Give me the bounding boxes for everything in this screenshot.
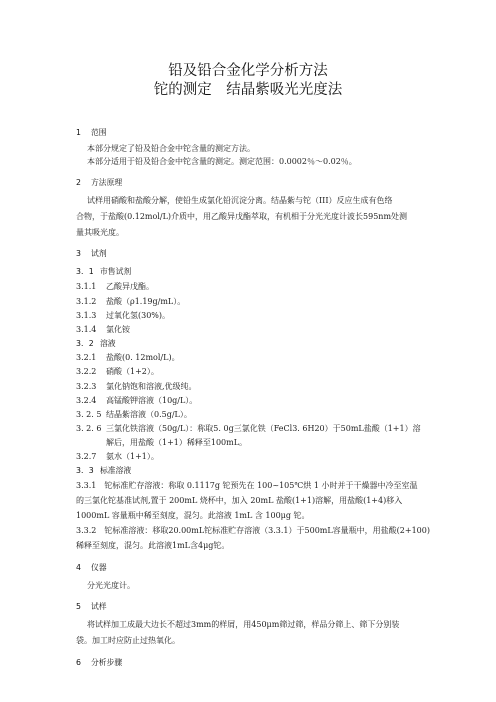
subsection-title: 溶液 bbox=[100, 339, 116, 348]
paragraph-line: 稀释至刻度，混匀。此溶液1mL含4μg铊。 bbox=[76, 541, 230, 550]
paragraph-line: 3.3.1 铊标准贮存溶液：称取 0.1117g 铊预先在 100~105℃烘 1 小时并于干燥器中冷至室温 bbox=[76, 481, 418, 490]
subsection-3-3-heading bbox=[76, 465, 131, 476]
section-6-heading bbox=[76, 657, 122, 668]
item-number: 3. 2. 5 bbox=[76, 410, 102, 419]
paragraph-line: 合物，于盐酸(0.12mol/L)介质中，用乙酸异戊酯萃取，有机相于分光光度计波长595nm处测 bbox=[76, 212, 408, 221]
item-number: 3.2.1 bbox=[76, 353, 97, 362]
list-item bbox=[76, 352, 180, 363]
section-4-heading bbox=[76, 562, 107, 573]
subsection-number: 3．3 bbox=[76, 466, 94, 475]
item-number: 3.2.4 bbox=[76, 396, 97, 405]
subsection-title: 市售试剂 bbox=[100, 267, 132, 276]
section-number: 2 bbox=[76, 178, 81, 187]
section-number: 4 bbox=[76, 563, 81, 572]
subsection-3-1-heading bbox=[76, 266, 131, 277]
item-text: 硝酸（1+2）。 bbox=[106, 367, 159, 376]
list-item bbox=[76, 395, 197, 406]
section-5-heading bbox=[76, 601, 107, 612]
document-title-line1: 铅及铅合金化学分析方法 bbox=[168, 63, 328, 79]
item-number: 3.2.2 bbox=[76, 367, 97, 376]
section-1-heading bbox=[76, 127, 107, 138]
paragraph-line: 试样用硝酸和盐酸分解，使铅生成氯化铅沉淀分离。结晶紫与铊（III）反应生成有色络 bbox=[87, 196, 393, 205]
list-item bbox=[76, 310, 170, 321]
item-text: 乙酸异戊酯。 bbox=[106, 282, 154, 291]
item-number: 3.1.3 bbox=[76, 311, 97, 320]
item-text: 过氧化氢(30%)。 bbox=[106, 311, 171, 320]
list-item bbox=[76, 409, 192, 420]
section-3-heading bbox=[76, 248, 107, 259]
section-title: 分析步骤 bbox=[91, 658, 123, 667]
item-text: 结晶紫溶液（0.5g/L）。 bbox=[106, 410, 192, 419]
item-number: 3.1.2 bbox=[76, 297, 97, 306]
item-number: 3.1.4 bbox=[76, 325, 97, 334]
paragraph-line: 1000mL 容量瓶中稀至刻度，混匀。此溶液 1mL 含 100μg 铊。 bbox=[76, 511, 310, 520]
item-text: 盐酸（ρ1.19g/mL）。 bbox=[106, 297, 186, 306]
list-item bbox=[76, 423, 421, 434]
paragraph-line: 将试样加工成最大边长不超过3mm的样屑，用450μm筛过筛，样品分筛上、筛下分别装 bbox=[87, 620, 400, 629]
item-text: 解后，用盐酸（1+1）稀释至100mL。 bbox=[106, 438, 248, 447]
list-item bbox=[76, 281, 154, 292]
item-text: 盐酸(0. 12mol/L)。 bbox=[106, 353, 180, 362]
paragraph-line: 3.3.2 铊标准溶液：移取20.00mL铊标准贮存溶液（3.3.1）于500mL容量瓶中，用盐酸(2+100) bbox=[76, 526, 430, 535]
section-title: 范围 bbox=[91, 128, 107, 137]
item-number: 3.1.1 bbox=[76, 282, 97, 291]
section-title: 仪器 bbox=[91, 563, 107, 572]
list-item bbox=[76, 451, 159, 462]
paragraph-line: 本部分适用于铅及铅合金中铊含量的测定。测定范围：0.0002％～0.02％。 bbox=[87, 157, 357, 166]
item-text: 高锰酸钾溶液（10g/L）。 bbox=[106, 396, 198, 405]
item-text: 氯化钠饱和溶液,优级纯。 bbox=[106, 382, 197, 391]
item-number: 3.2.7 bbox=[76, 452, 97, 461]
list-item-continuation bbox=[76, 437, 247, 448]
list-item bbox=[76, 366, 159, 377]
section-number: 3 bbox=[76, 249, 81, 258]
list-item bbox=[76, 381, 197, 392]
section-title: 方法原理 bbox=[91, 178, 123, 187]
subsection-3-2-heading bbox=[76, 338, 116, 349]
document-title-line2: 铊的测定 结晶紫吸光光度法 bbox=[153, 82, 343, 98]
subsection-number: 3．2 bbox=[76, 339, 94, 348]
list-item bbox=[76, 324, 130, 335]
paragraph-line: 量其吸光度。 bbox=[76, 228, 124, 237]
paragraph-line: 的三氯化铊基准试剂,置于 200mL 烧杯中，加入 20mL 盐酸(1+1)溶解，用盐酸(1+4)移入 bbox=[76, 496, 403, 505]
item-text: 三氯化铁溶液（50g/L）：称取5. 0g三氯化铁（FeCl3. 6H20）于50mL盐酸（1+1）溶 bbox=[106, 424, 421, 433]
section-number: 1 bbox=[76, 128, 81, 137]
section-title: 试样 bbox=[91, 602, 107, 611]
item-text: 氨水（1+1）。 bbox=[106, 452, 159, 461]
section-number: 6 bbox=[76, 658, 81, 667]
paragraph-line: 本部分规定了铅及铅合金中铊含量的测定方法。 bbox=[87, 144, 255, 153]
item-number: 3.2.3 bbox=[76, 382, 97, 391]
section-2-heading bbox=[76, 177, 122, 188]
list-item bbox=[76, 296, 185, 307]
paragraph-line: 袋。加工时应防止过热氧化。 bbox=[76, 636, 180, 645]
section-number: 5 bbox=[76, 602, 81, 611]
paragraph-line: 分光光度计。 bbox=[87, 581, 135, 590]
item-number: 3. 2. 6 bbox=[76, 424, 102, 433]
section-title: 试剂 bbox=[91, 249, 107, 258]
subsection-number: 3．1 bbox=[76, 267, 94, 276]
subsection-title: 标准溶液 bbox=[100, 466, 132, 475]
item-text: 氯化铵 bbox=[106, 325, 130, 334]
